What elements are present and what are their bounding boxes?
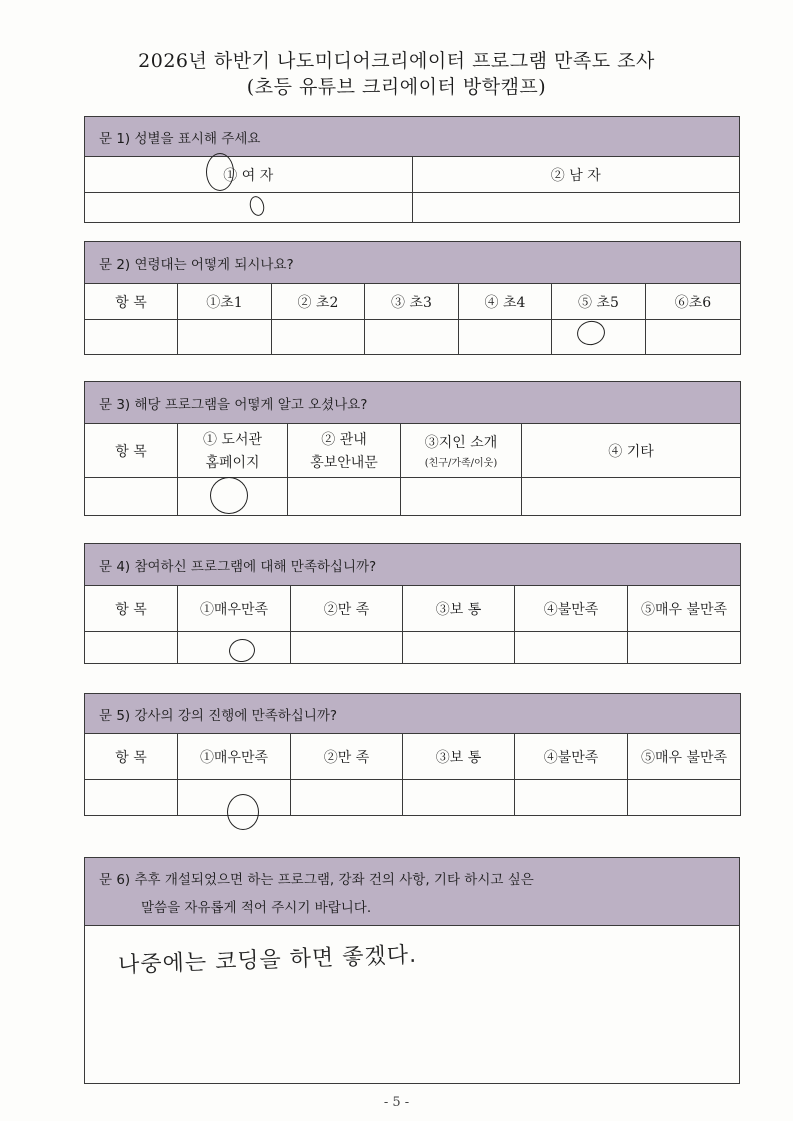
q3-option-other[interactable]: [522, 424, 741, 478]
q4-answer-cell: [85, 632, 178, 664]
q2-answer-cell[interactable]: [552, 320, 646, 355]
q4-answer-cell[interactable]: [178, 632, 291, 664]
q4-answer-cell[interactable]: [628, 632, 741, 664]
q3-answer-cell[interactable]: [401, 478, 522, 516]
q5-option-neutral[interactable]: ③보 통: [403, 734, 515, 780]
q3-answer-cell[interactable]: [178, 478, 288, 516]
q2-option-6[interactable]: ⑥초6: [646, 284, 741, 320]
q4-option-very-satisfied[interactable]: ①매우만족: [178, 586, 291, 632]
q5-answer-cell[interactable]: [291, 780, 403, 816]
q3-option-sublabel: 홈페이지: [205, 455, 260, 471]
q3-option-library[interactable]: [178, 424, 288, 478]
page-number: - 5 -: [383, 1095, 410, 1110]
q2-item-label: 항 목: [85, 284, 178, 320]
q1-option-female[interactable]: ① 여 자: [85, 157, 413, 193]
q3-option-notice[interactable]: [288, 424, 401, 478]
q3-option-label: ① 도서관: [202, 432, 263, 448]
q1-option-male[interactable]: ② 남 자: [412, 157, 740, 193]
q3-option-referral[interactable]: [401, 424, 522, 478]
q2-option-2[interactable]: ② 초2: [272, 284, 365, 320]
q3-option-label: ③지인 소개: [424, 435, 498, 451]
q3-option-label: ④ 기타: [608, 443, 654, 460]
q4-item-label: 항 목: [85, 586, 178, 632]
q3-option-sublabel: 홍보안내문: [310, 455, 378, 471]
question-6-text: [85, 858, 740, 926]
q5-option-very-satisfied[interactable]: ①매우만족: [178, 734, 291, 780]
q3-answer-cell: [85, 478, 178, 516]
q2-option-4[interactable]: ④ 초4: [459, 284, 552, 320]
q2-answer-cell[interactable]: [459, 320, 552, 355]
q3-answer-cell[interactable]: [522, 478, 741, 516]
q2-answer-cell[interactable]: [646, 320, 741, 355]
q2-option-3[interactable]: ③ 초3: [365, 284, 459, 320]
q4-option-dissatisfied[interactable]: ④불만족: [515, 586, 628, 632]
q3-item-label: 항 목: [85, 424, 178, 478]
q6-handwritten-answer: 나중에는 코딩을 하면 좋겠다.: [117, 942, 418, 979]
question-5-table: [84, 693, 741, 816]
q5-answer-cell[interactable]: [178, 780, 291, 816]
q4-answer-cell[interactable]: [515, 632, 628, 664]
question-3-text: 문 3) 해당 프로그램을 어떻게 알고 오셨나요?: [85, 382, 741, 424]
q2-answer-cell[interactable]: [272, 320, 365, 355]
question-6-line-2: 말씀을 자유롭게 적어 주시기 바랍니다.: [141, 899, 372, 916]
question-1-table: [84, 116, 740, 223]
survey-title: 2026년 하반기 나도미디어크리에이터 프로그램 만족도 조사: [138, 50, 655, 72]
q2-answer-cell: [85, 320, 178, 355]
q5-answer-cell: [85, 780, 178, 816]
q5-answer-cell[interactable]: [628, 780, 741, 816]
q3-option-label: ② 관내: [321, 432, 367, 448]
q2-answer-cell[interactable]: [178, 320, 272, 355]
q5-option-dissatisfied[interactable]: ④불만족: [515, 734, 628, 780]
q5-option-satisfied[interactable]: ②만 족: [291, 734, 403, 780]
question-2-table: [84, 241, 741, 355]
q1-answer-cell-female[interactable]: [85, 193, 413, 223]
q5-answer-cell[interactable]: [403, 780, 515, 816]
q4-option-neutral[interactable]: ③보 통: [403, 586, 515, 632]
survey-subtitle: (초등 유튜브 크리에이터 방학캠프): [246, 76, 547, 98]
q5-option-very-dissatisfied[interactable]: ⑤매우 불만족: [628, 734, 741, 780]
q2-answer-cell[interactable]: [365, 320, 459, 355]
q2-option-1[interactable]: ①초1: [178, 284, 272, 320]
q5-item-label: 항 목: [85, 734, 178, 780]
q4-option-very-dissatisfied[interactable]: ⑤매우 불만족: [628, 586, 741, 632]
q4-option-satisfied[interactable]: ②만 족: [291, 586, 403, 632]
q1-answer-cell-male[interactable]: [412, 193, 740, 223]
q4-answer-cell[interactable]: [291, 632, 403, 664]
q4-answer-cell[interactable]: [403, 632, 515, 664]
question-6-line-1: 문 6) 추후 개설되었으면 하는 프로그램, 강좌 건의 사항, 기타 하시고 싶은: [99, 871, 534, 888]
q3-option-sublabel: (친구/가족/이웃): [424, 458, 498, 469]
q3-answer-cell[interactable]: [288, 478, 401, 516]
question-5-text: 문 5) 강사의 강의 진행에 만족하십니까?: [85, 694, 741, 734]
question-1-text: 문 1) 성별을 표시해 주세요: [85, 117, 740, 157]
question-3-table: [84, 381, 741, 516]
q5-answer-cell[interactable]: [515, 780, 628, 816]
question-4-table: [84, 543, 741, 664]
question-2-text: 문 2) 연령대는 어떻게 되시나요?: [85, 242, 741, 284]
question-4-text: 문 4) 참여하신 프로그램에 대해 만족하십니까?: [85, 544, 741, 586]
q2-option-5[interactable]: ⑤ 초5: [552, 284, 646, 320]
